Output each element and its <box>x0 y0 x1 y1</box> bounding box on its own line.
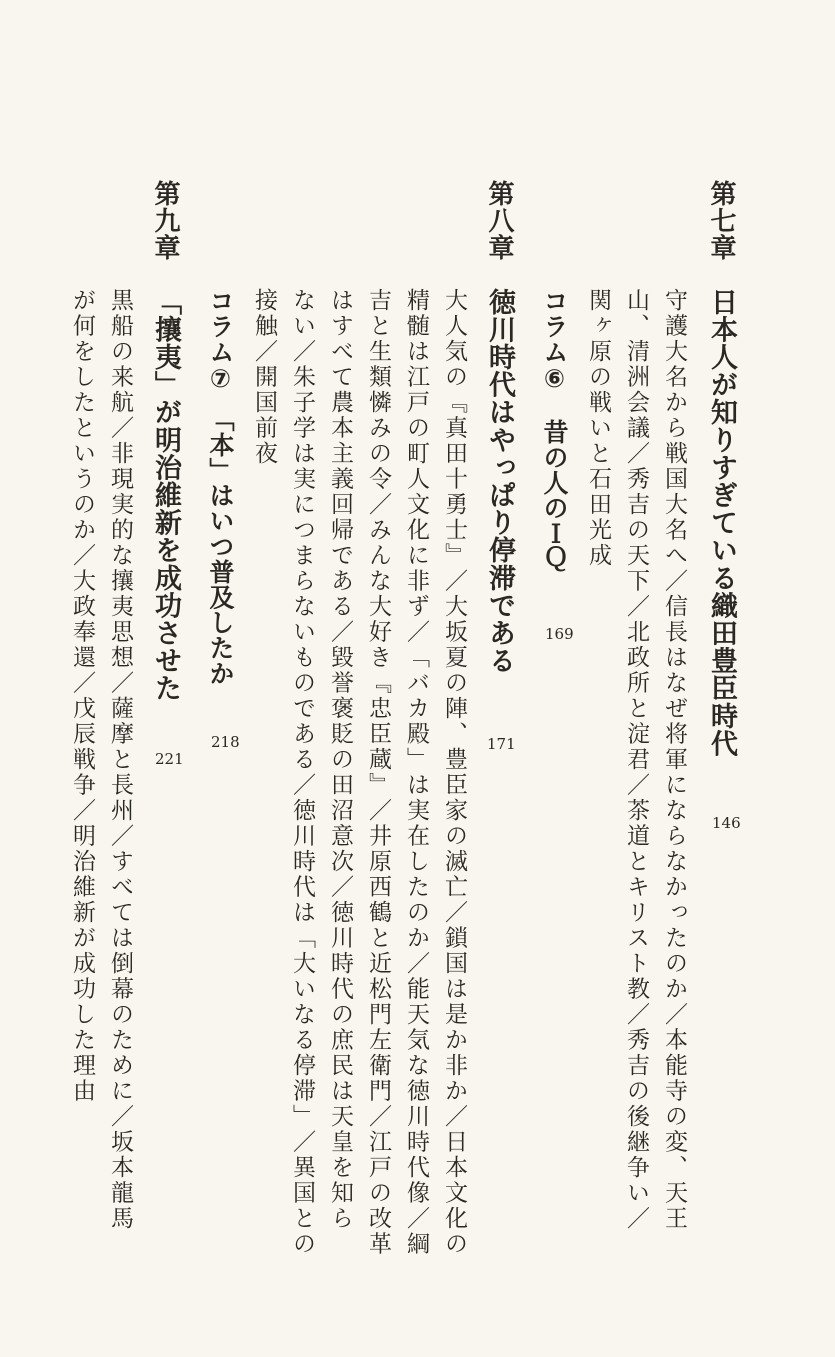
chapter-7-body-line-3: 関ヶ原の戦いと石田光成 <box>585 288 611 569</box>
chapter-9-body-line-1: 黒船の来航／非現実的な攘夷思想／薩摩と長州／すべては倒幕のために／坂本龍馬 <box>107 288 133 1232</box>
chapter-9-title: 「攘夷」が明治維新を成功させた <box>150 288 181 702</box>
chapter-9-page-number: 221 <box>155 750 184 768</box>
chapter-9-label: 第九章 <box>150 180 180 261</box>
chapter-7-body-line-2: 山、清洲会議／秀吉の天下／北政所と淀君／茶道とキリスト教／秀吉の後継争い／ <box>623 288 649 1232</box>
chapter-8-body-line-1: 大人気の『真田十勇士』／大坂夏の陣、豊臣家の滅亡／鎖国は是か非か／日本文化の <box>441 288 467 1257</box>
chapter-8-label: 第八章 <box>484 180 514 261</box>
chapter-7-page-number: 146 <box>712 814 741 832</box>
chapter-8-body-line-6: 接触／開国前夜 <box>251 288 277 467</box>
column-7-page-number: 218 <box>211 733 240 751</box>
chapter-8-page-number: 171 <box>487 735 516 753</box>
chapter-8-body-line-4: はすべて農本主義回帰である／毀誉褒貶の田沼意次／徳川時代の庶民は天皇を知ら <box>327 288 353 1232</box>
column-6-title: コラム⑥ 昔の人のＩＱ <box>540 288 569 572</box>
chapter-8-body-line-2: 精髄は江戸の町人文化に非ず／「バカ殿」は実在したのか／能天気な徳川時代像／綱 <box>403 288 429 1257</box>
chapter-7-title: 日本人が知りすぎている織田豊臣時代 <box>706 288 737 758</box>
column-7-title: コラム⑦ 「本」はいつ普及したか <box>206 288 235 686</box>
chapter-7-body-line-1: 守護大名から戦国大名へ／信長はなぜ将軍にならなかったのか／本能寺の変、天王 <box>661 288 687 1232</box>
chapter-8-body-line-5: ない／朱子学は実につまらないものである／徳川時代は「大いなる停滞」／異国との <box>289 288 315 1257</box>
chapter-9-body-line-2: が何をしたというのか／大政奉還／戊辰戦争／明治維新が成功した理由 <box>69 288 95 1104</box>
chapter-7-label: 第七章 <box>706 180 736 261</box>
column-6-page-number: 169 <box>545 625 574 643</box>
chapter-8-title: 徳川時代はやっぱり停滞である <box>484 288 515 675</box>
chapter-8-body-line-3: 吉と生類憐みの令／みんな大好き『忠臣蔵』／井原西鶴と近松門左衛門／江戸の改革 <box>365 288 391 1257</box>
